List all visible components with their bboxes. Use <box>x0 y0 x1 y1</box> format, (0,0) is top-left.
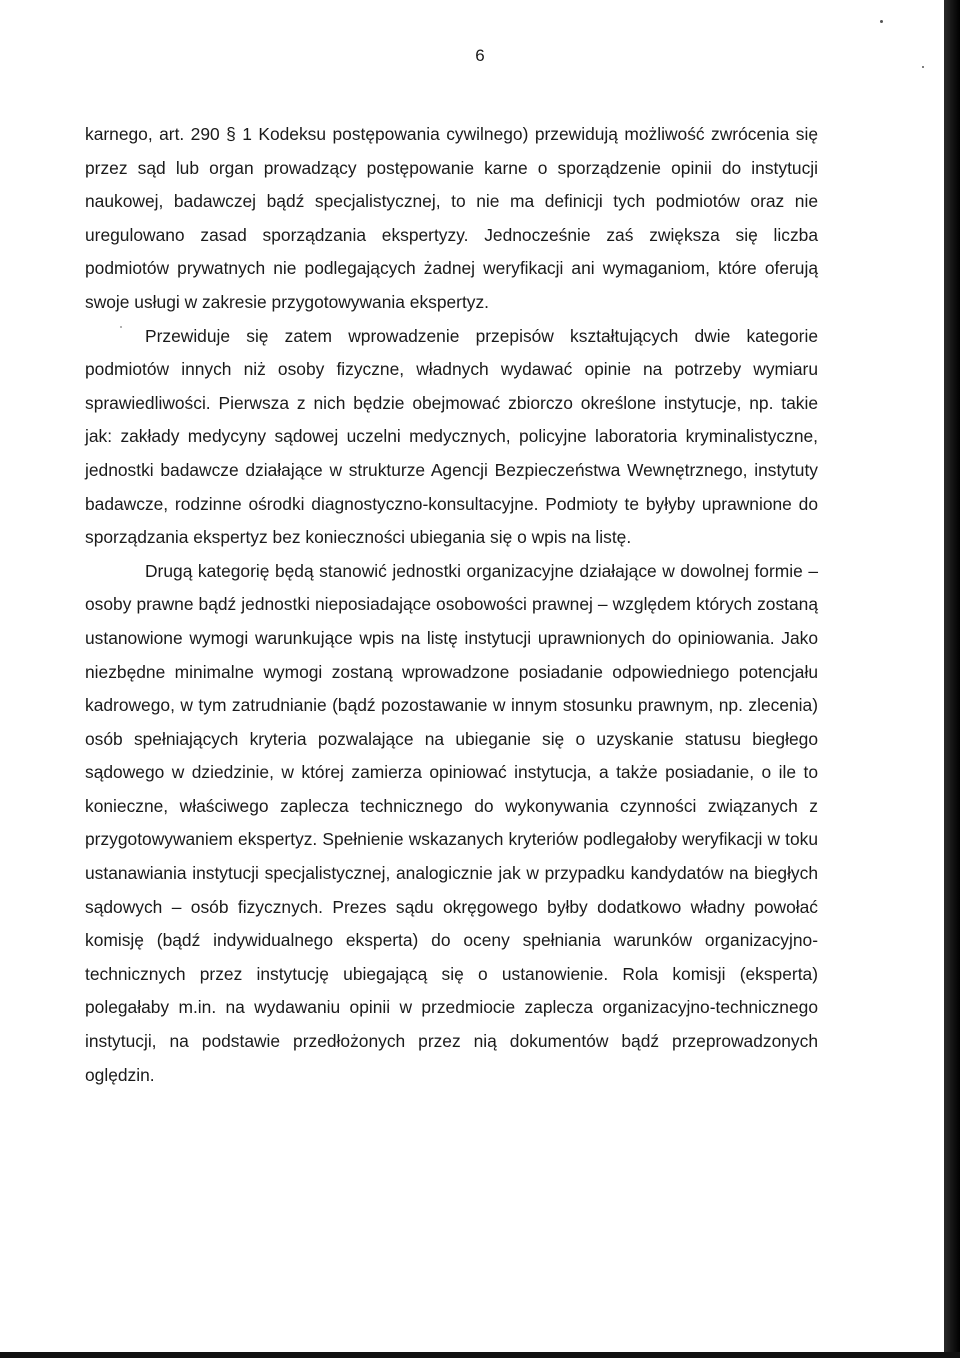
scan-speck <box>880 20 883 23</box>
scan-bottom-edge <box>0 1352 960 1358</box>
paragraph-institution-categories: Przewiduje się zatem wprowadzenie przepisów kształtujących dwie kategorie podmiotów innych niż osoby fizyczne, władnych wydawać opinie na potrzeby wymiaru sprawiedliwości. Pierwsza z nich będzie obejmować zbiorczo określone instytucje, np. takie jak: zakłady medycyny sądowej uczelni medycznych, policyjne laboratoria kryminalistyczne, jednostki badawcze działające w strukturze Agencji Bezpieczeństwa Wewnętrznego, instytuty badawcze, rodzinne ośrodki diagnostyczno-konsultacyjne. Podmioty te byłyby uprawnione do sporządzania ekspertyz bez konieczności ubiegania się o wpis na listę. <box>85 325 818 548</box>
document-body <box>85 118 818 1092</box>
paragraph-continuation: karnego, art. 290 § 1 Kodeksu postępowania cywilnego) przewidują możliwość zwrócenia się przez sąd lub organ prowadzący postępowanie karne o sporządzenie opinii do instytucji naukowej, badawczej bądź specjalistycznej, to nie ma definicji tych podmiotów oraz nie uregulowano zasad sporządzania ekspertyzy. Jednocześnie zaś zwiększa się liczba podmiotów prywatnych nie podlegających żadnej weryfikacji ani wymaganiom, które oferują swoje usługi w zakresie przygotowywania ekspertyz. <box>85 124 818 312</box>
scan-speck <box>922 66 924 68</box>
paragraph-second-category: Drugą kategorię będą stanowić jednostki organizacyjne działające w dowolnej formie – osoby prawne bądź jednostki nieposiadające osobowości prawnej – względem których zostaną ustanowione wymogi warunkujące wpis na listę instytucji uprawnionych do opiniowania. Jako niezbędne minimalne wymogi zostaną wprowadzone posiadanie odpowiedniego potencjału kadrowego, w tym zatrudnianie (bądź pozostawanie w innym stosunku prawnym, np. zlecenia) osób spełniających kryteria pozwalające na ubieganie się o uzyskanie statusu biegłego sądowego w dziedzinie, w której zamierza opiniować instytucja, a także posiadanie, o ile to konieczne, właściwego zaplecza technicznego do wykonywania czynności związanych z przygotowywaniem ekspertyz. Spełnienie wskazanych kryteriów podlegałoby weryfikacji w toku ustanawiania instytucji specjalistycznej, analogicznie jak w przypadku kandydatów na biegłych sądowych – osób fizycznych. Prezes sądu okręgowego byłby dodatkowo władny powołać komisję (bądź indywidualnego eksperta) do oceny spełniania warunków organizacyjno-technicznych przez instytucję ubiegającą się o ustanowienie. Rola komisji (eksperta) polegałaby m.in. na wydawaniu opinii w przedmiocie zaplecza organizacyjno-technicznego instytucji, na podstawie przedłożonych przez nią dokumentów bądź przeprowadzonych oględzin. <box>85 560 818 1085</box>
page-number: 6 <box>475 46 485 65</box>
scan-speck <box>120 326 122 328</box>
scan-right-edge <box>944 0 960 1358</box>
